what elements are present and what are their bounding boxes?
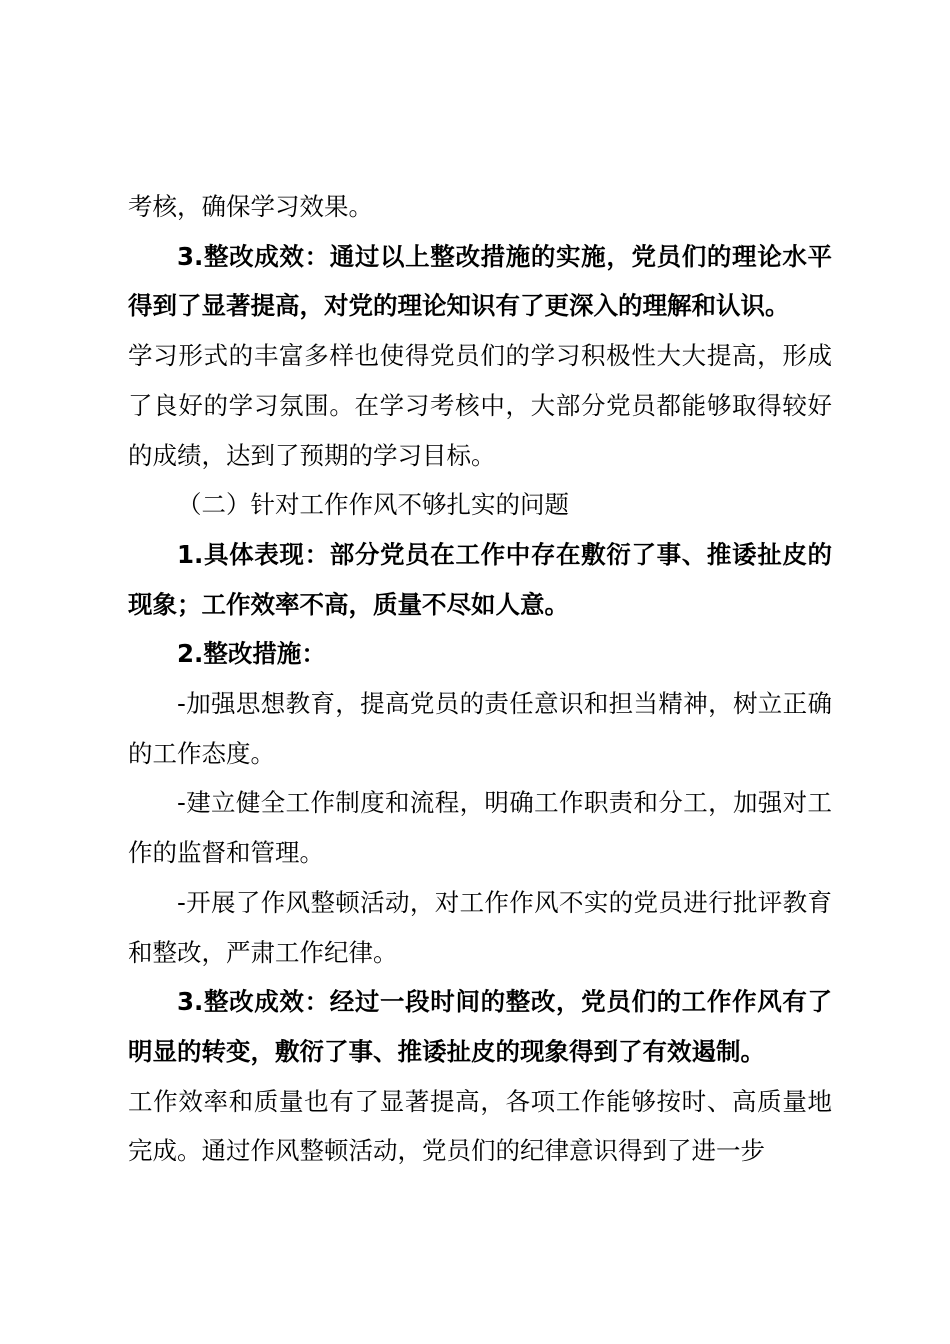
document-body: [128, 182, 832, 1176]
list-item-work-system: -建立健全工作制度和流程，明确工作职责和分工，加强对工作的监督和管理。: [128, 788, 832, 868]
paragraph-rectification-results-work: 3.整改成效：经过一段时间的整改，党员们的工作作风有了明显的转变，敷衍了事、推诿扯皮的现象得到了有效遏制。: [128, 987, 832, 1066]
paragraph-specific-performance: 1.具体表现：部分党员在工作中存在敷衍了事、推诿扯皮的现象；工作效率不高，质量不尽如人意。: [128, 539, 832, 619]
paragraph-exam-continuation: 考核，确保学习效果。: [128, 192, 373, 221]
list-item-style-rectification: -开展了作风整顿活动，对工作作风不实的党员进行批评教育和整改，严肃工作纪律。: [128, 887, 832, 967]
paragraph-efficiency-quality: 工作效率和质量也有了显著提高，各项工作能够按时、高质量地完成。通过作风整顿活动，党员们的纪律意识得到了进一步: [128, 1086, 832, 1166]
paragraph-study-atmosphere: 学习形式的丰富多样也使得党员们的学习积极性大大提高，形成了良好的学习氛围。在学习考核中，大部分党员都能够取得较好的成绩，达到了预期的学习目标。: [128, 341, 832, 470]
section-heading-work-style: （二）针对工作作风不够扎实的问题: [177, 490, 569, 520]
paragraph-rectification-measures-heading: 2.整改措施：: [177, 639, 326, 669]
paragraph-rectification-results-study: 3.整改成效：通过以上整改措施的实施，党员们的理论水平得到了显著提高，对党的理论知识有了更深入的理解和认识。: [128, 241, 832, 321]
list-item-ideological-education: -加强思想教育，提高党员的责任意识和担当精神，树立正确的工作态度。: [128, 689, 832, 768]
